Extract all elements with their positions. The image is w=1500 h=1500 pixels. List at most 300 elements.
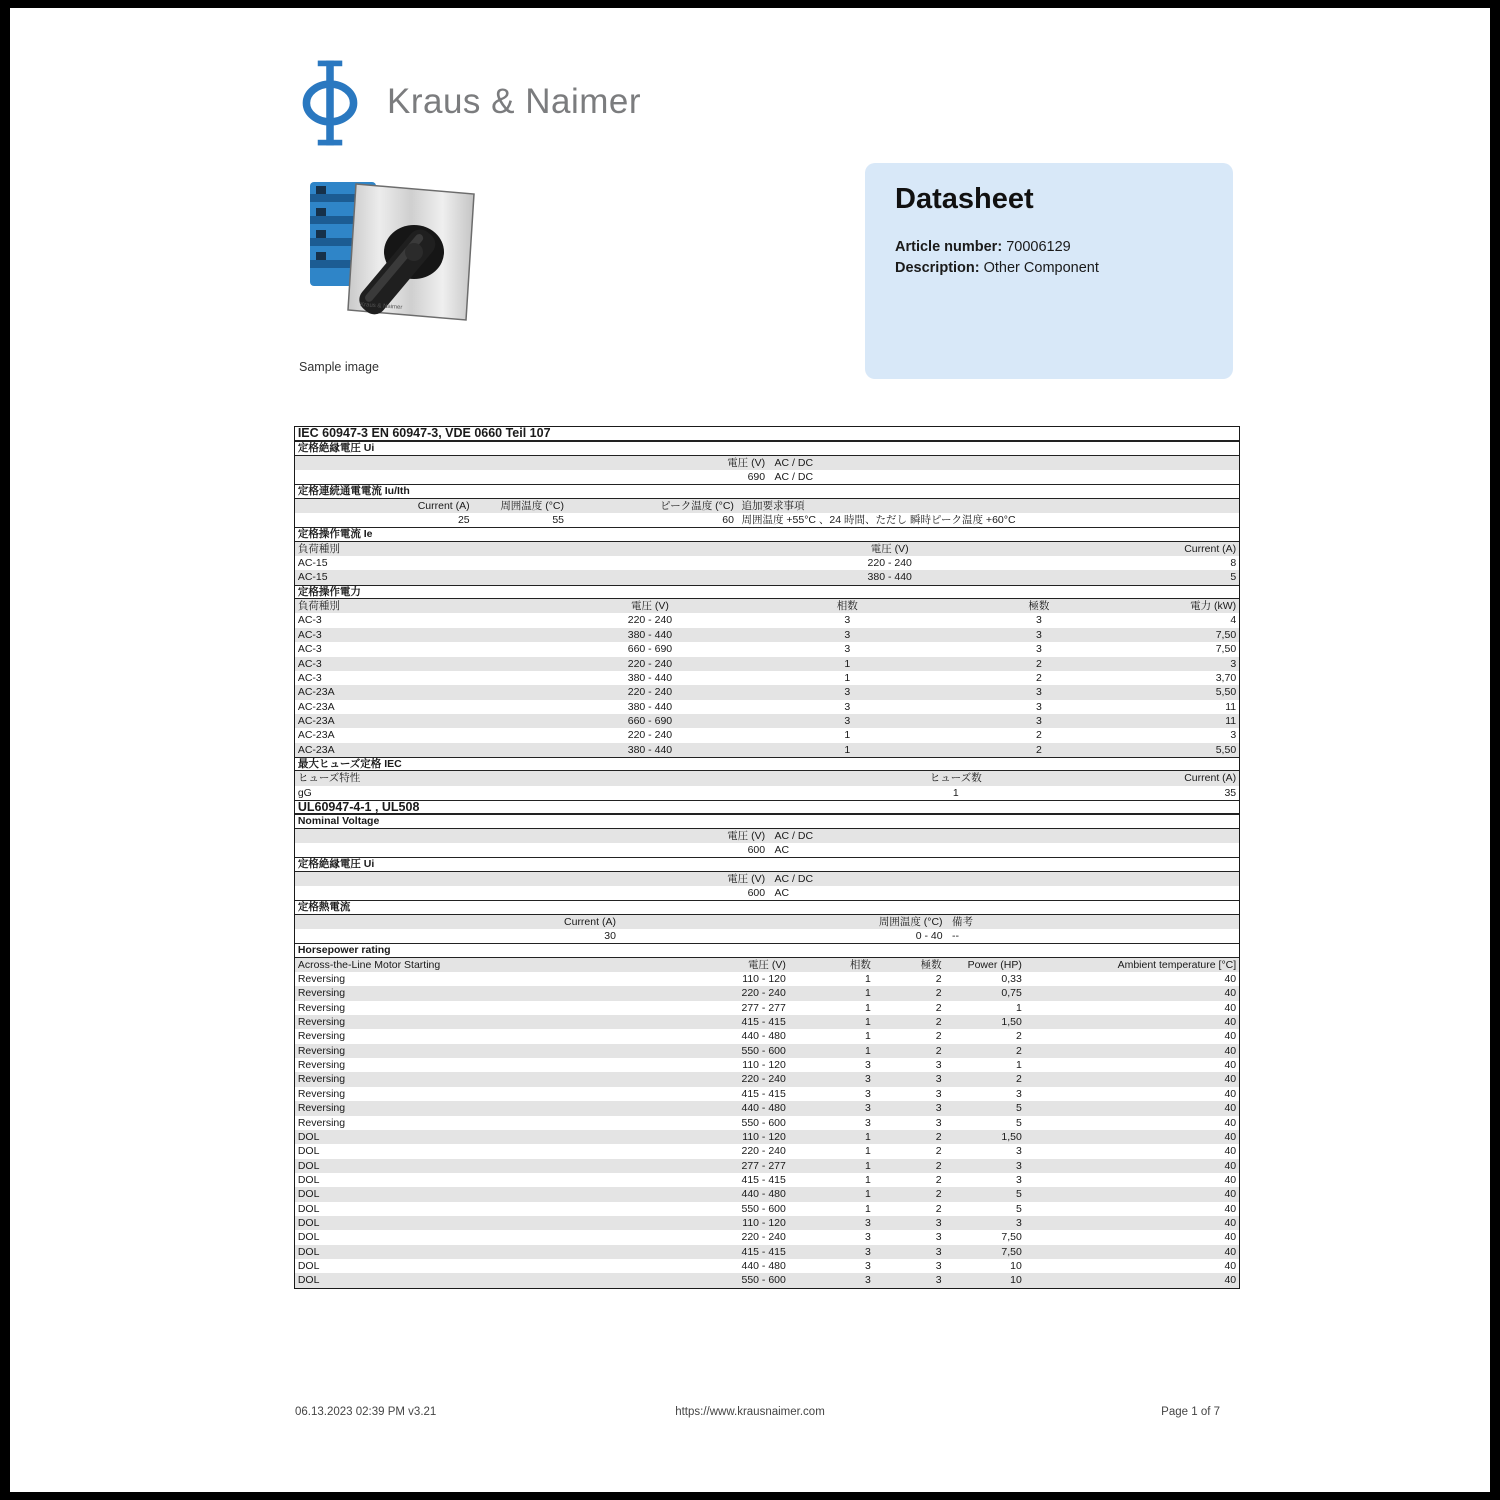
product-image bbox=[298, 168, 490, 354]
table-cell: AC / DC bbox=[774, 456, 814, 469]
table-cell: 3 bbox=[844, 700, 851, 713]
table-cell: 電圧 (V) bbox=[747, 958, 786, 971]
table-cell: DOL bbox=[297, 1130, 320, 1143]
table-row bbox=[295, 657, 1239, 671]
datasheet-title: Datasheet bbox=[895, 183, 1034, 215]
table-row bbox=[295, 1245, 1239, 1259]
table-section-label: Horsepower rating bbox=[297, 944, 391, 957]
table-cell: 2 bbox=[935, 987, 942, 1000]
table-row bbox=[295, 915, 1239, 929]
table-cell: 周囲温度 (°C) bbox=[878, 915, 943, 928]
table-cell: 1 bbox=[864, 973, 871, 986]
table-cell: 220 - 240 bbox=[741, 1231, 786, 1244]
table-cell: 3 bbox=[935, 1216, 942, 1229]
table-cell: Current (A) bbox=[1184, 542, 1237, 555]
table-row bbox=[295, 771, 1239, 785]
table-cell: 4 bbox=[1230, 614, 1237, 627]
table-cell: 5,50 bbox=[1215, 686, 1237, 699]
table-cell: Reversing bbox=[297, 987, 346, 1000]
table-row bbox=[295, 1072, 1239, 1086]
table-cell: 690 bbox=[747, 471, 766, 484]
table-cell: 415 - 415 bbox=[741, 1173, 786, 1186]
table-cell: 1 bbox=[864, 1173, 871, 1186]
table-cell: 277 - 277 bbox=[741, 1159, 786, 1172]
table-cell: 1 bbox=[844, 729, 851, 742]
table-cell: 2 bbox=[935, 1030, 942, 1043]
table-cell: 1 bbox=[844, 671, 851, 684]
table-cell: 220 - 240 bbox=[867, 557, 912, 570]
table-row bbox=[295, 872, 1239, 886]
table-cell: 1 bbox=[864, 1001, 871, 1014]
table-cell: 40 bbox=[1224, 1216, 1237, 1229]
table-cell: 1 bbox=[864, 1030, 871, 1043]
table-cell: 380 - 440 bbox=[627, 743, 673, 756]
table-cell: 3 bbox=[1016, 1159, 1022, 1172]
table-cell: DOL bbox=[297, 1259, 320, 1272]
table-cell: AC-3 bbox=[297, 614, 322, 627]
table-cell: DOL bbox=[297, 1159, 320, 1172]
table-cell: AC / DC bbox=[774, 829, 814, 842]
table-cell: 3 bbox=[864, 1073, 871, 1086]
table-cell: 220 - 240 bbox=[741, 987, 786, 1000]
table-section-label: 定格操作電力 bbox=[297, 585, 361, 598]
table-row bbox=[295, 513, 1239, 527]
table-cell: AC bbox=[774, 887, 790, 899]
table-cell: AC bbox=[774, 843, 790, 856]
table-row bbox=[295, 499, 1239, 513]
table-cell: DOL bbox=[297, 1231, 320, 1244]
table-cell: 415 - 415 bbox=[741, 1087, 786, 1100]
table-cell: 2 bbox=[935, 1173, 942, 1186]
table-row bbox=[295, 685, 1239, 699]
table-cell: 380 - 440 bbox=[627, 671, 673, 684]
table-section-row bbox=[295, 527, 1239, 541]
table-cell: 3 bbox=[864, 1059, 871, 1072]
table-cell: 2 bbox=[935, 1044, 942, 1057]
table-cell: 440 - 480 bbox=[741, 1030, 786, 1043]
table-cell: 10 bbox=[1010, 1274, 1022, 1287]
table-cell: 660 - 690 bbox=[627, 643, 673, 656]
table-cell: DOL bbox=[297, 1145, 320, 1158]
table-row bbox=[295, 1202, 1239, 1216]
description-value: Other Component bbox=[979, 260, 1099, 276]
sample-image-caption: Sample image bbox=[299, 360, 379, 374]
table-cell: DOL bbox=[297, 1216, 320, 1229]
table-cell: 5 bbox=[1016, 1202, 1022, 1215]
table-cell: 2 bbox=[935, 973, 942, 986]
table-cell: 追加要求事項 bbox=[741, 499, 805, 512]
table-cell: 3 bbox=[935, 1116, 942, 1129]
article-number-value: 70006129 bbox=[1002, 239, 1071, 255]
table-cell: 負荷種別 bbox=[297, 542, 340, 555]
table-cell: 40 bbox=[1224, 1274, 1237, 1287]
table-cell: 1 bbox=[1016, 1001, 1022, 1014]
table-cell: 1 bbox=[864, 1159, 871, 1172]
table-cell: 40 bbox=[1224, 1059, 1237, 1072]
table-cell: 40 bbox=[1224, 1016, 1237, 1029]
table-cell: 3 bbox=[1035, 643, 1042, 656]
table-cell: 40 bbox=[1224, 1245, 1237, 1258]
table-cell: 1 bbox=[864, 1016, 871, 1029]
table-cell: 1,50 bbox=[1001, 1130, 1022, 1143]
table-cell: 40 bbox=[1224, 1044, 1237, 1057]
table-row bbox=[295, 556, 1239, 570]
table-cell: 1 bbox=[844, 743, 851, 756]
table-cell: 440 - 480 bbox=[741, 1259, 786, 1272]
table-section-label: IEC 60947-3 EN 60947-3, VDE 0660 Teil 107 bbox=[297, 426, 551, 440]
table-cell: 5 bbox=[1230, 571, 1237, 584]
table-cell: 5,50 bbox=[1215, 743, 1237, 756]
table-cell: 2 bbox=[935, 1130, 942, 1143]
table-cell: AC-3 bbox=[297, 643, 322, 656]
table-cell: 40 bbox=[1224, 1001, 1237, 1014]
table-section-row bbox=[295, 943, 1239, 957]
table-cell: 7,50 bbox=[1001, 1231, 1022, 1244]
table-cell: 440 - 480 bbox=[741, 1188, 786, 1201]
table-cell: 7,50 bbox=[1215, 643, 1237, 656]
table-cell: 110 - 120 bbox=[742, 973, 786, 986]
table-cell: 3 bbox=[864, 1274, 871, 1287]
table-row bbox=[295, 1216, 1239, 1230]
table-cell: Across-the-Line Motor Starting bbox=[297, 958, 441, 971]
table-cell: 3 bbox=[864, 1259, 871, 1272]
table-cell: AC-23A bbox=[297, 743, 335, 756]
table-row bbox=[295, 786, 1239, 800]
table-cell: 660 - 690 bbox=[627, 714, 673, 727]
table-cell: 負荷種別 bbox=[297, 600, 340, 613]
table-cell: 2 bbox=[935, 1001, 942, 1014]
table-cell: 電圧 (V) bbox=[727, 829, 766, 842]
table-cell: 電圧 (V) bbox=[727, 872, 766, 885]
table-cell: Reversing bbox=[297, 1001, 346, 1014]
table-cell: Reversing bbox=[297, 973, 346, 986]
table-cell: DOL bbox=[297, 1245, 320, 1258]
table-cell: 40 bbox=[1224, 1145, 1237, 1158]
table-section-label: 定格連続通電電流 Iu/Ith bbox=[297, 485, 410, 498]
table-cell: 3 bbox=[1016, 1216, 1022, 1229]
description-line bbox=[895, 260, 1099, 276]
table-cell: 1 bbox=[864, 1188, 871, 1201]
table-section-row bbox=[295, 585, 1239, 599]
table-cell: 2 bbox=[1035, 729, 1042, 742]
table-cell: 2 bbox=[935, 1016, 942, 1029]
table-cell: 極数 bbox=[920, 958, 942, 971]
table-section-row bbox=[295, 900, 1239, 914]
table-row bbox=[295, 1101, 1239, 1115]
table-cell: 3,70 bbox=[1215, 671, 1237, 684]
table-cell: 2 bbox=[935, 1159, 942, 1172]
table-cell: 1 bbox=[952, 786, 959, 799]
table-section-row bbox=[295, 484, 1239, 498]
table-cell: 550 - 600 bbox=[741, 1202, 786, 1215]
table-cell: Power (HP) bbox=[967, 958, 1022, 971]
table-cell: 2 bbox=[1035, 743, 1042, 756]
table-row bbox=[295, 1187, 1239, 1201]
table-cell: 2 bbox=[1035, 657, 1042, 670]
table-cell: 3 bbox=[1035, 628, 1042, 641]
table-cell: AC-3 bbox=[297, 657, 322, 670]
table-cell: 電圧 (V) bbox=[630, 600, 669, 613]
table-row bbox=[295, 599, 1239, 613]
table-cell: 40 bbox=[1224, 1159, 1237, 1172]
table-cell: 11 bbox=[1225, 700, 1237, 713]
table-cell: 35 bbox=[1224, 786, 1237, 799]
table-cell: AC / DC bbox=[774, 872, 814, 885]
table-cell: 220 - 240 bbox=[627, 729, 673, 742]
table-cell: Reversing bbox=[297, 1102, 346, 1115]
table-cell: 1 bbox=[864, 1145, 871, 1158]
table-cell: 3 bbox=[1230, 729, 1237, 742]
table-cell: 3 bbox=[864, 1116, 871, 1129]
table-cell: Reversing bbox=[297, 1073, 346, 1086]
table-cell: 1,50 bbox=[1001, 1016, 1022, 1029]
table-row bbox=[295, 728, 1239, 742]
svg-text:Kraus & Naimer: Kraus & Naimer bbox=[359, 302, 403, 311]
table-cell: 415 - 415 bbox=[741, 1245, 786, 1258]
table-cell: 1 bbox=[864, 1044, 871, 1057]
table-cell: 220 - 240 bbox=[741, 1145, 786, 1158]
table-cell: 3 bbox=[1035, 686, 1042, 699]
table-cell: AC-15 bbox=[297, 571, 328, 584]
table-cell: 3 bbox=[935, 1274, 942, 1287]
table-cell: 110 - 120 bbox=[742, 1059, 786, 1072]
table-row bbox=[295, 542, 1239, 556]
table-cell: 600 bbox=[747, 843, 766, 856]
table-section-row bbox=[295, 857, 1239, 871]
table-row bbox=[295, 1015, 1239, 1029]
table-cell: AC-23A bbox=[297, 729, 335, 742]
table-cell: 11 bbox=[1225, 714, 1237, 727]
table-cell: 40 bbox=[1224, 1202, 1237, 1215]
table-section-row bbox=[295, 757, 1239, 771]
table-cell: ヒューズ数 bbox=[929, 772, 982, 785]
table-cell: 30 bbox=[604, 930, 616, 943]
table-cell: 3 bbox=[1035, 700, 1042, 713]
table-section-label: 最大ヒューズ定格 IEC bbox=[297, 757, 402, 770]
table-cell: Reversing bbox=[297, 1087, 346, 1100]
table-row bbox=[295, 1230, 1239, 1244]
table-cell: 1 bbox=[864, 1202, 871, 1215]
table-row bbox=[295, 1029, 1239, 1043]
table-cell: 3 bbox=[844, 686, 851, 699]
table-cell: AC-3 bbox=[297, 671, 322, 684]
table-cell: 550 - 600 bbox=[741, 1274, 786, 1287]
table-cell: 周囲温度 (°C) bbox=[500, 499, 565, 512]
table-cell: 3 bbox=[1035, 714, 1042, 727]
table-cell: Current (A) bbox=[1184, 772, 1237, 785]
table-row bbox=[295, 929, 1239, 943]
table-row bbox=[295, 958, 1239, 972]
table-cell: 415 - 415 bbox=[741, 1016, 786, 1029]
table-row bbox=[295, 570, 1239, 584]
table-cell: -- bbox=[952, 930, 960, 943]
table-row bbox=[295, 1044, 1239, 1058]
table-cell: 40 bbox=[1224, 1188, 1237, 1201]
table-cell: 60 bbox=[722, 514, 734, 527]
table-row bbox=[295, 886, 1239, 900]
brand-name: Kraus & Naimer bbox=[387, 82, 642, 121]
table-cell: 電圧 (V) bbox=[727, 456, 766, 469]
table-cell: AC-15 bbox=[297, 557, 328, 570]
table-cell: 3 bbox=[844, 714, 851, 727]
table-cell: 40 bbox=[1224, 1231, 1237, 1244]
brand-logo-icon bbox=[297, 60, 363, 146]
table-section-label: 定格絶縁電圧 Ui bbox=[297, 442, 375, 455]
table-cell: 220 - 240 bbox=[627, 614, 673, 627]
table-cell: 380 - 440 bbox=[627, 700, 673, 713]
footer-date: 06.13.2023 02:39 PM v3.21 bbox=[295, 1406, 437, 1418]
table-cell: ピーク温度 (°C) bbox=[660, 499, 734, 512]
table-cell: 110 - 120 bbox=[742, 1216, 786, 1229]
table-cell: 380 - 440 bbox=[627, 628, 673, 641]
table-row bbox=[295, 714, 1239, 728]
table-cell: 380 - 440 bbox=[867, 571, 912, 584]
table-row bbox=[295, 456, 1239, 470]
table-cell: 40 bbox=[1224, 1030, 1237, 1043]
table-cell: 3 bbox=[1016, 1087, 1022, 1100]
table-cell: 2 bbox=[1016, 1073, 1022, 1086]
table-row bbox=[295, 1058, 1239, 1072]
table-cell: 40 bbox=[1224, 1102, 1237, 1115]
table-cell: 3 bbox=[935, 1087, 942, 1100]
table-row bbox=[295, 1144, 1239, 1158]
table-cell: Current (A) bbox=[417, 499, 470, 512]
table-section-label: UL60947-4-1 , UL508 bbox=[297, 799, 420, 814]
table-cell: 3 bbox=[935, 1245, 942, 1258]
table-cell: 周囲温度 +55°C 、24 時間、ただし 瞬時ピーク温度 +60°C bbox=[741, 514, 1016, 527]
table-row bbox=[295, 986, 1239, 1000]
table-cell: 3 bbox=[864, 1231, 871, 1244]
table-cell: 3 bbox=[1230, 657, 1237, 670]
table-cell: AC-3 bbox=[297, 628, 322, 641]
table-cell: 3 bbox=[1016, 1173, 1022, 1186]
table-section-row bbox=[295, 427, 1239, 441]
table-row bbox=[295, 642, 1239, 656]
table-cell: 600 bbox=[747, 887, 766, 899]
table-cell: 40 bbox=[1224, 987, 1237, 1000]
table-section-label: 定格操作電流 Ie bbox=[297, 528, 373, 541]
table-section-label: Nominal Voltage bbox=[297, 815, 380, 828]
table-cell: 3 bbox=[935, 1259, 942, 1272]
table-cell: ヒューズ特性 bbox=[297, 772, 361, 785]
table-cell: 440 - 480 bbox=[741, 1102, 786, 1115]
table-cell: 3 bbox=[844, 614, 851, 627]
table-cell: 3 bbox=[864, 1087, 871, 1100]
table-cell: DOL bbox=[297, 1274, 320, 1287]
table-cell: 3 bbox=[864, 1102, 871, 1115]
table-cell: 220 - 240 bbox=[741, 1073, 786, 1086]
table-cell: 40 bbox=[1224, 1173, 1237, 1186]
table-cell: 1 bbox=[864, 1130, 871, 1143]
table-cell: Ambient temperature [°C] bbox=[1117, 958, 1237, 971]
table-cell: 40 bbox=[1224, 973, 1237, 986]
table-row bbox=[295, 1173, 1239, 1187]
footer-page-number: Page 1 of 7 bbox=[1161, 1406, 1220, 1418]
table-cell: 10 bbox=[1010, 1259, 1022, 1272]
table-row bbox=[295, 671, 1239, 685]
table-cell: 5 bbox=[1016, 1188, 1022, 1201]
spec-table bbox=[294, 426, 1240, 1289]
table-cell: 550 - 600 bbox=[741, 1116, 786, 1129]
table-cell: 40 bbox=[1224, 1087, 1237, 1100]
table-cell: 3 bbox=[844, 643, 851, 656]
table-cell: 40 bbox=[1224, 1116, 1237, 1129]
table-cell: AC-23A bbox=[297, 700, 335, 713]
table-row bbox=[295, 700, 1239, 714]
table-cell: 3 bbox=[844, 628, 851, 641]
table-cell: Reversing bbox=[297, 1016, 346, 1029]
table-cell: 7,50 bbox=[1001, 1245, 1022, 1258]
table-cell: Reversing bbox=[297, 1059, 346, 1072]
table-row bbox=[295, 1159, 1239, 1173]
table-row bbox=[295, 972, 1239, 986]
table-cell: 電力 (kW) bbox=[1190, 600, 1237, 613]
table-cell: AC-23A bbox=[297, 686, 335, 699]
table-cell: 277 - 277 bbox=[741, 1001, 786, 1014]
table-cell: 220 - 240 bbox=[627, 657, 673, 670]
table-cell: Current (A) bbox=[564, 915, 616, 928]
table-cell: Reversing bbox=[297, 1030, 346, 1043]
table-cell: 40 bbox=[1224, 1073, 1237, 1086]
table-cell: 40 bbox=[1224, 1130, 1237, 1143]
datasheet-panel bbox=[865, 163, 1233, 379]
table-cell: AC / DC bbox=[774, 471, 814, 484]
table-row bbox=[295, 1001, 1239, 1015]
table-cell: 550 - 600 bbox=[741, 1044, 786, 1057]
table-cell: 1 bbox=[844, 657, 851, 670]
table-cell: 3 bbox=[864, 1216, 871, 1229]
table-row bbox=[295, 1273, 1239, 1287]
table-cell: 5 bbox=[1016, 1102, 1022, 1115]
table-cell: DOL bbox=[297, 1202, 320, 1215]
footer-url[interactable]: https://www.krausnaimer.com bbox=[675, 1406, 825, 1418]
table-row bbox=[295, 743, 1239, 757]
table-cell: 相数 bbox=[836, 600, 858, 613]
table-cell: 7,50 bbox=[1215, 628, 1237, 641]
table-cell: 1 bbox=[864, 987, 871, 1000]
table-cell: 0,75 bbox=[1001, 987, 1022, 1000]
table-cell: 2 bbox=[935, 1188, 942, 1201]
table-cell: 0 - 40 bbox=[915, 930, 943, 943]
table-cell: 0,33 bbox=[1001, 973, 1022, 986]
table-cell: 電圧 (V) bbox=[870, 542, 909, 555]
table-section-label: 定格熱電流 bbox=[297, 901, 351, 914]
table-cell: DOL bbox=[297, 1173, 320, 1186]
table-row bbox=[295, 1116, 1239, 1130]
table-section-row bbox=[295, 441, 1239, 455]
table-cell: 備考 bbox=[952, 915, 974, 928]
table-cell: 3 bbox=[935, 1073, 942, 1086]
table-cell: 55 bbox=[552, 514, 565, 527]
table-cell: 2 bbox=[935, 1202, 942, 1215]
table-cell: 3 bbox=[935, 1231, 942, 1244]
table-row bbox=[295, 1087, 1239, 1101]
table-row bbox=[295, 628, 1239, 642]
table-cell: gG bbox=[297, 786, 312, 799]
table-cell: 8 bbox=[1230, 557, 1237, 570]
table-row bbox=[295, 1259, 1239, 1273]
description-label: Description: bbox=[895, 260, 980, 276]
article-number-line bbox=[895, 239, 1071, 255]
table-cell: 3 bbox=[1016, 1145, 1022, 1158]
table-cell: 2 bbox=[1016, 1030, 1022, 1043]
table-row bbox=[295, 613, 1239, 627]
table-cell: 3 bbox=[1035, 614, 1042, 627]
table-cell: 2 bbox=[1016, 1044, 1022, 1057]
table-cell: DOL bbox=[297, 1188, 320, 1201]
table-row bbox=[295, 843, 1239, 857]
table-section-row bbox=[295, 814, 1239, 828]
